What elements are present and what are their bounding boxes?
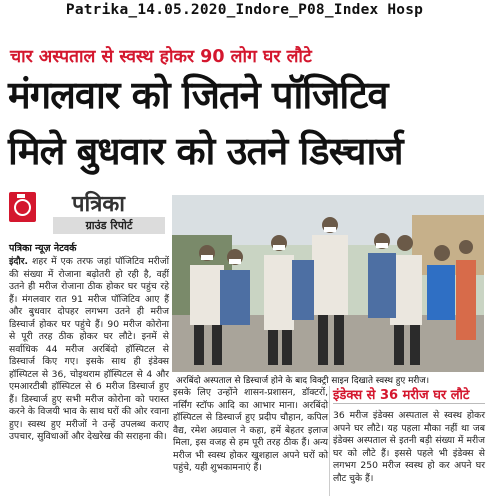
file-caption: Patrika_14.05.2020_Indore_P08_Index Hosp [65,2,424,18]
main-headline-line-1: मंगलवार को जितने पॉजिटिव [8,72,388,117]
article-continuation: इसके लिए उन्होंने शासन-प्रशासन, डॉक्टरों, नर्सिंग स्टॉफ आदि का आभार माना। अरबिंदो हॉस्पिटल से डिस्चार्ज हुए प्रदीप चौहान, कपिल वैद्य, रमेश अग्रवाल ने कहा, हमें बेहतर इलाज मिला, इस वजह से हम पूरी तरह ठीक हैं। अन्य मरीज भी स्वस्थ होकर खुशहाल अपने घरों को पहुंचे, यही शुभकामनाएं हैं। [173,387,328,473]
patrika-logo-icon [9,192,36,222]
byline: पत्रिका न्यूज़ नेटवर्क [9,243,77,254]
ground-report-tag: ग्राउंड रिपोर्ट [53,217,165,234]
article-body [9,256,169,444]
sidebar-heading: इंडेक्स से 36 मरीज घर लौटे [333,388,470,403]
brand-name: पत्रिका [72,192,125,217]
main-headline-line-2: मिले बुधवार को उतने डिस्चार्ज [8,128,403,173]
sidebar-text: 36 मरीज इंडेक्स अस्पताल से स्वस्थ होकर अपने घर लौटे। यह पहला मौका नहीं था जब इंडेक्स अस्पताल से इतनी बड़ी संख्या में मरीज घर को लौटे हैं। इससे पहले भी इंडेक्स से लगभग 250 मरीज स्वस्थ हो कर अपने घर लौट चुके हैं। [333,410,485,484]
dateline: इंदौर. [9,256,29,267]
column-divider [329,386,330,496]
discharged-patients-photo [172,195,484,372]
kicker-headline: चार अस्पताल से स्वस्थ होकर 90 लोग घर लौटे [10,47,312,67]
sidebar-rule [333,403,485,404]
article-body-text: शहर में एक तरफ जहां पॉजिटिव मरीजों की संख्या में रोजाना बढ़ोतरी हो रही है, वहीं उतने ही मरीज रोजाना ठीक होकर घर पहुंच रहे हैं। मंगलवार रात 91 मरीज पॉजिटिव आए हैं और बुधवार दोपहर लगभग उतने ही मरीज डिस्चार्ज होकर घर पहुंचे हैं। 90 मरीज कोरोना से पूरी तरह ठीक होकर घर लौटे। इनमें से सर्वाधिक 44 मरीज अरबिंदो हॉस्पिटल से डिस्चार्ज किए गए। इसके साथ ही इंडेक्स हॉस्पिटल से 36, चोइथराम हॉस्पिटल से 4 और एमआरटीबी हॉस्पिटल से 6 मरीज डिस्चार्ज हुए हैं। डिस्चार्ज हुए सभी मरीज कोरोना को परास्त करने के विजयी भाव के साथ घरों की ओर रवाना हुए। स्वस्थ हुए मरीजों ने उन्हें उपलब्ध कराए उपचार, सुविधाओं और देखरेख की सराहना की। [9,256,169,442]
photo-caption: अरबिंदो अस्पताल से डिस्चार्ज होने के बाद विक्ट्री साइन दिखाते स्वस्थ हुए मरीज। [176,376,430,386]
